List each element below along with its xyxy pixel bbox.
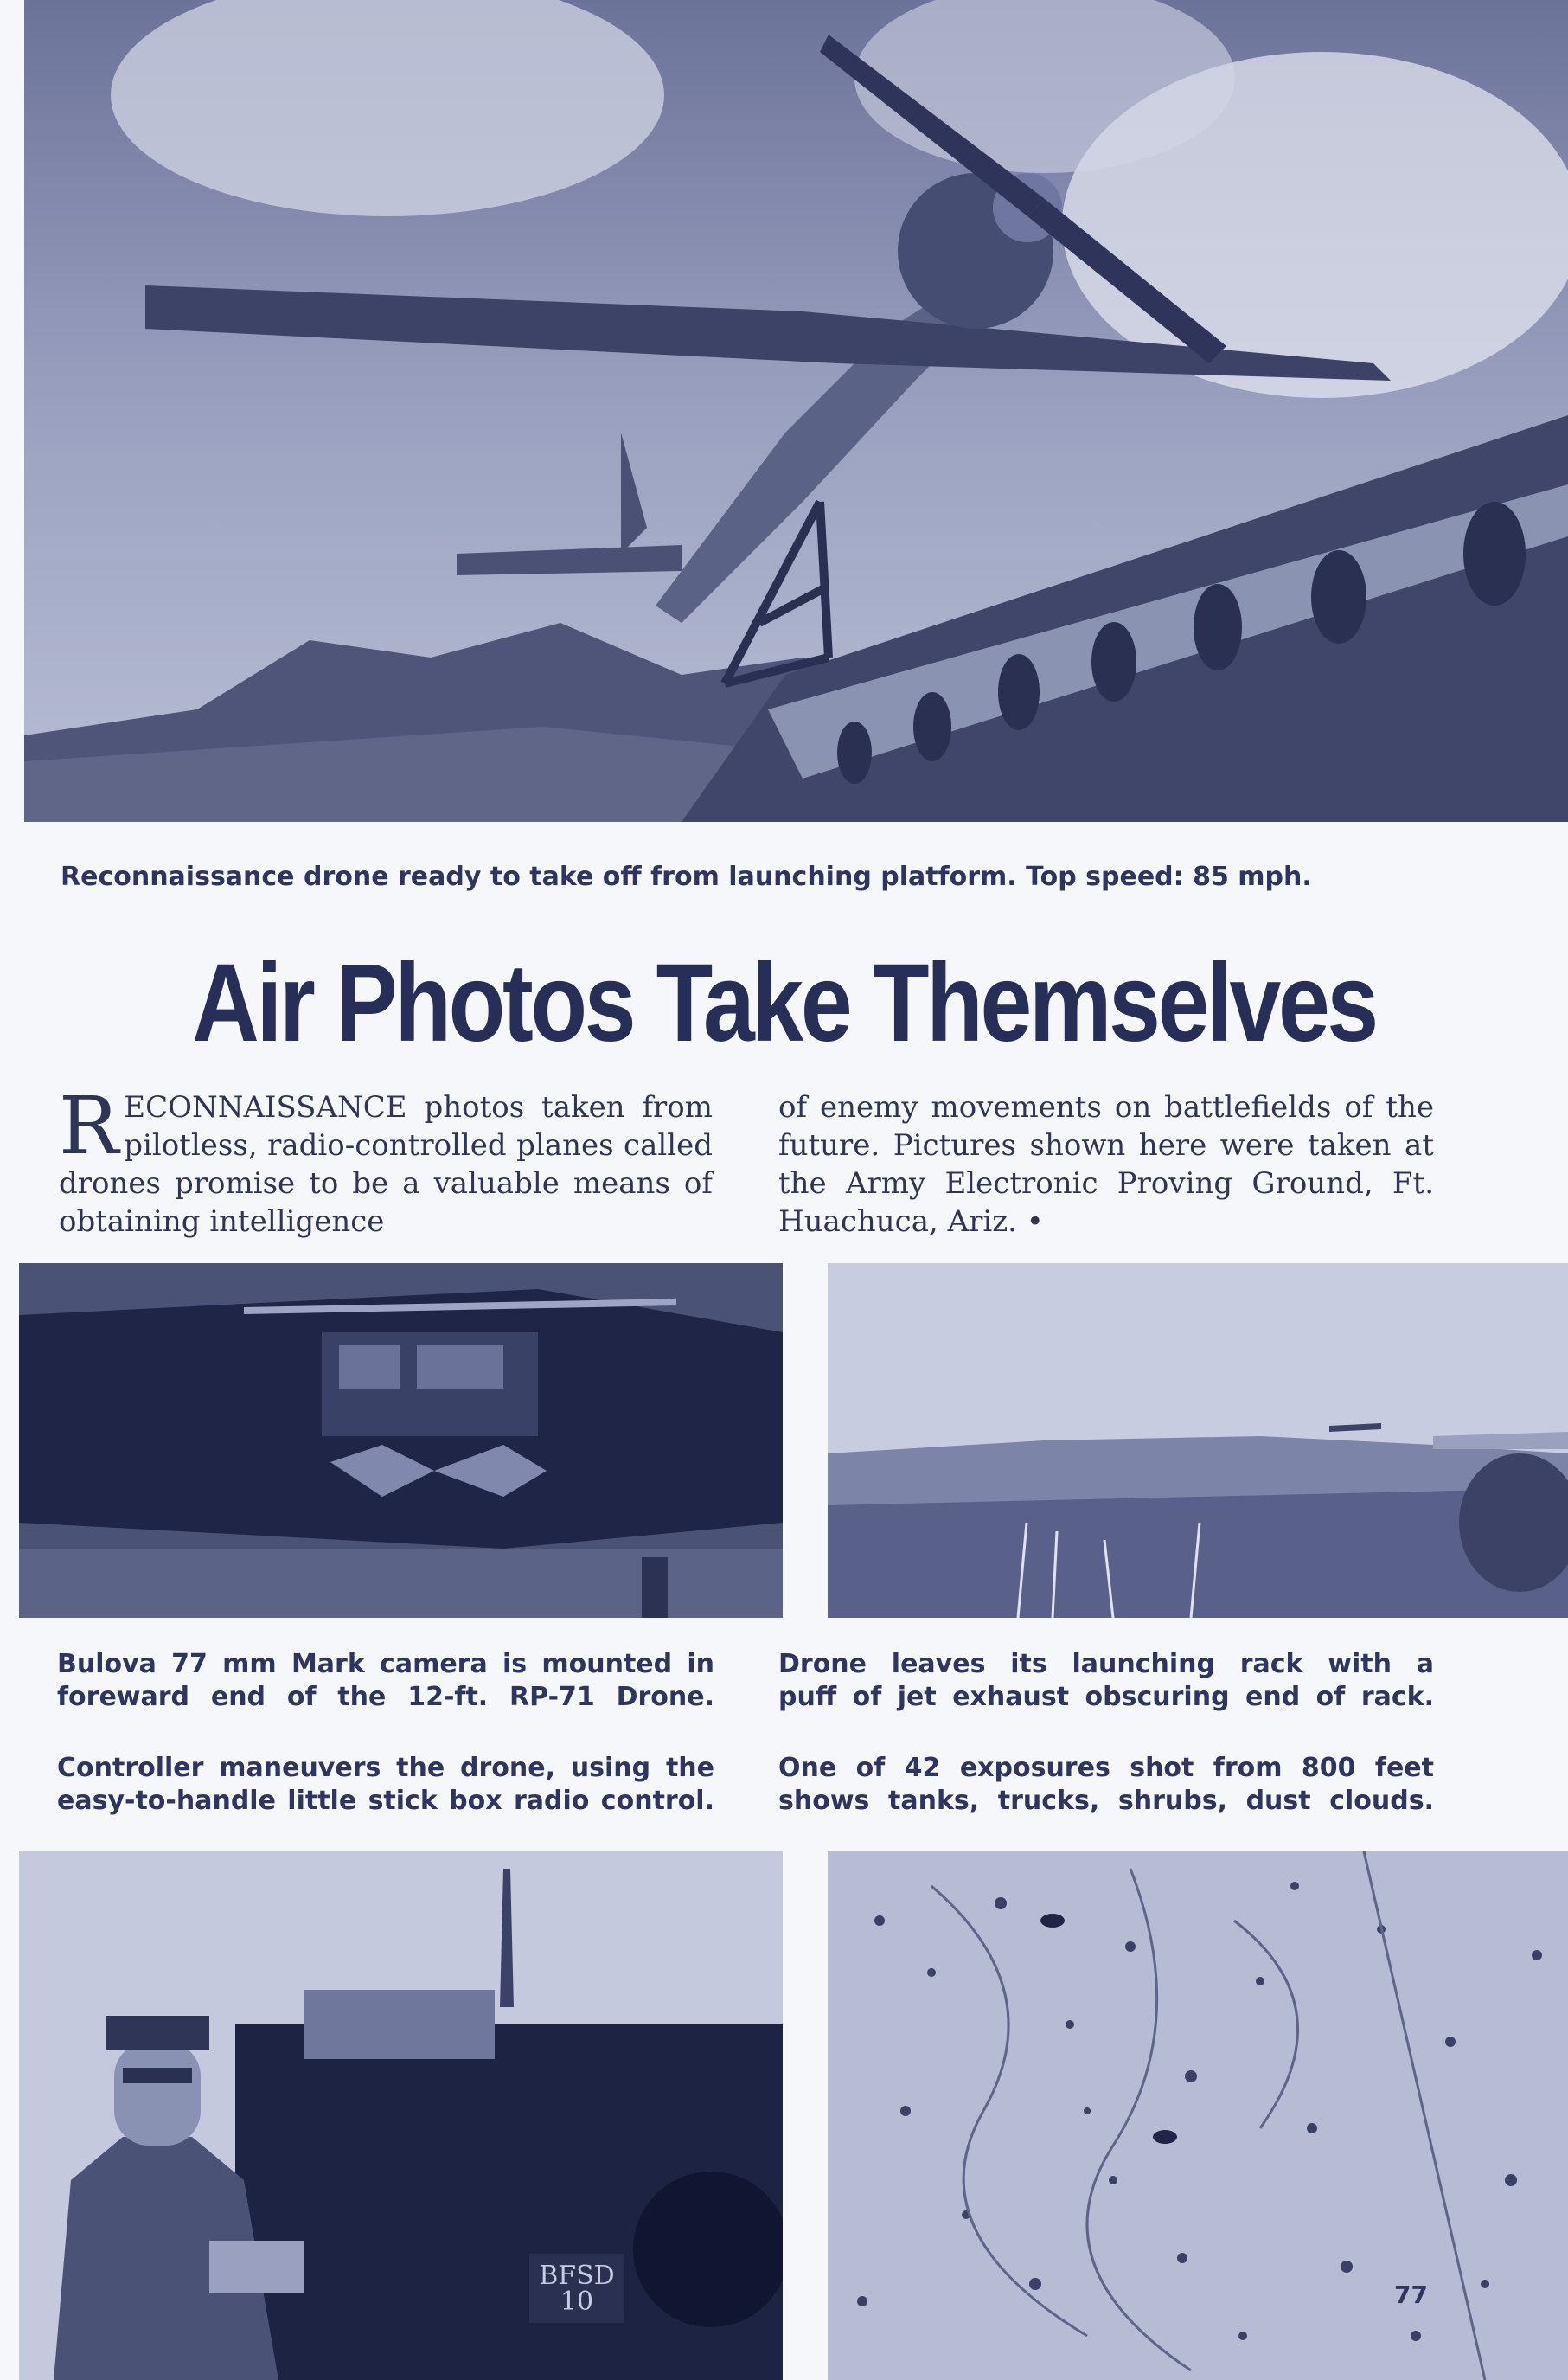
camera-illustration	[19, 1263, 783, 1618]
aerial-illustration	[828, 1851, 1568, 2380]
camera-caption-line-1: Bulova 77 mm Mark camera is mounted in	[57, 1649, 714, 1679]
drone-launch-photo	[24, 0, 1568, 822]
launch-caption	[778, 1648, 1434, 1714]
body-column-1-text: ECONNAISSANCE photos taken from pilotless, radio-controlled planes called drones promise to be a valuable means of obtaining intelligence	[59, 1090, 713, 1239]
controller-illustration	[19, 1851, 783, 2380]
aerial-caption-line-1: One of 42 exposures shot from 800 feet	[778, 1753, 1434, 1783]
aerial-photo	[828, 1851, 1568, 2380]
top-photo-caption: Reconnaissance drone ready to take off from launching platform. Top speed: 85 mph.	[61, 862, 1312, 892]
drone-launch-illustration	[24, 0, 1568, 822]
launch-illustration	[828, 1263, 1568, 1618]
controller-caption	[57, 1752, 714, 1818]
launch-caption-line-2: puff of jet exhaust obscuring end of rack.	[778, 1682, 1434, 1712]
camera-caption	[57, 1648, 714, 1714]
controller-jeep-plate-line-2: 10	[560, 2287, 594, 2317]
aerial-caption-line-2: shows tanks, trucks, shrubs, dust clouds.	[778, 1786, 1434, 1816]
controller-jeep-plate-line-1: BFSD	[539, 2261, 615, 2291]
body-column-2: of enemy movements on battlefields of the future. Pictures shown here were taken at the Army Electronic Proving Ground, Ft. Huachuca, Ariz. •	[778, 1090, 1434, 1239]
controller-photo	[19, 1851, 783, 2380]
aerial-caption	[778, 1752, 1434, 1818]
launch-caption-line-1: Drone leaves its launching rack with a	[778, 1649, 1434, 1679]
controller-caption-line-1: Controller maneuvers the drone, using the	[57, 1753, 714, 1783]
page-number: 77	[1394, 2281, 1428, 2309]
controller-caption-line-2: easy-to-handle little stick box radio control.	[57, 1786, 714, 1816]
camera-photo	[19, 1263, 783, 1618]
body-column-1	[59, 1080, 713, 1241]
camera-caption-line-2: foreward end of the 12-ft. RP-71 Drone.	[57, 1682, 714, 1712]
drop-cap: R	[59, 1080, 119, 1172]
article-headline: Air Photos Take Themselves	[192, 941, 1376, 1065]
launch-photo	[828, 1263, 1568, 1618]
